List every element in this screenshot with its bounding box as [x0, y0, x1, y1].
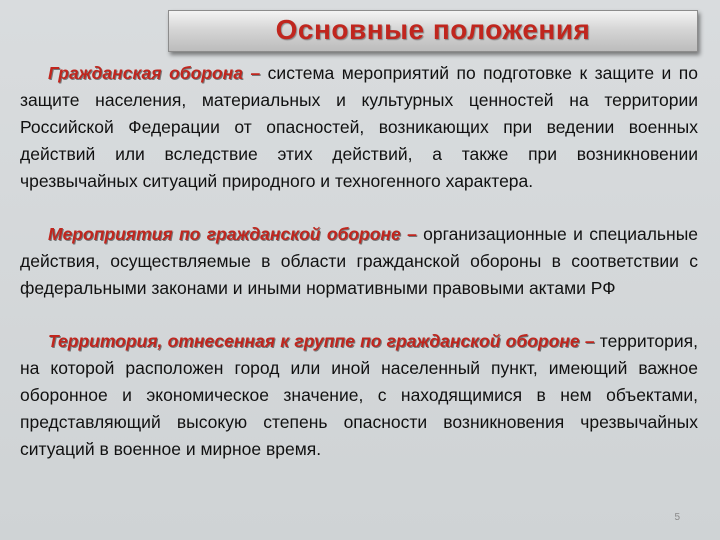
slide-title: Основные положения [275, 14, 591, 45]
definition-term: Гражданская оборона – [48, 63, 261, 83]
definition-text: система мероприятий по подготовке к защите и по защите населения, материальных и культурных ценностей на территории Российской Федерации от опасностей, возникающих при ведении военных действий или вследствие этих действий, а также при возникновении чрезвычайных ситуаций природного и техногенного характера. [20, 63, 699, 191]
definition-text: территория, на которой расположен город или иной населенный пункт, имеющий важное оборонное и экономическое значение, с находящимися в нем объектами, представляющий высокую степень опасности возникновения чрезвычайных ситуаций в военное и мирное время. [20, 331, 698, 459]
definition-term: Мероприятия по гражданской обороне – [48, 224, 417, 244]
definition-civil-defense [20, 60, 698, 195]
definition-text: организационные и специальные действия, осуществляемые в области гражданской обороны в соответствии с федеральными законами и иными нормативными правовыми актами РФ [20, 224, 699, 298]
definition-civil-defense-territory [20, 328, 698, 463]
definition-civil-defense-measures [20, 221, 698, 302]
title-banner [168, 10, 698, 52]
definition-term: Территория, отнесенная к группе по гражданской обороне – [48, 331, 595, 351]
page-number: 5 [674, 512, 680, 523]
slide-body [20, 60, 698, 463]
